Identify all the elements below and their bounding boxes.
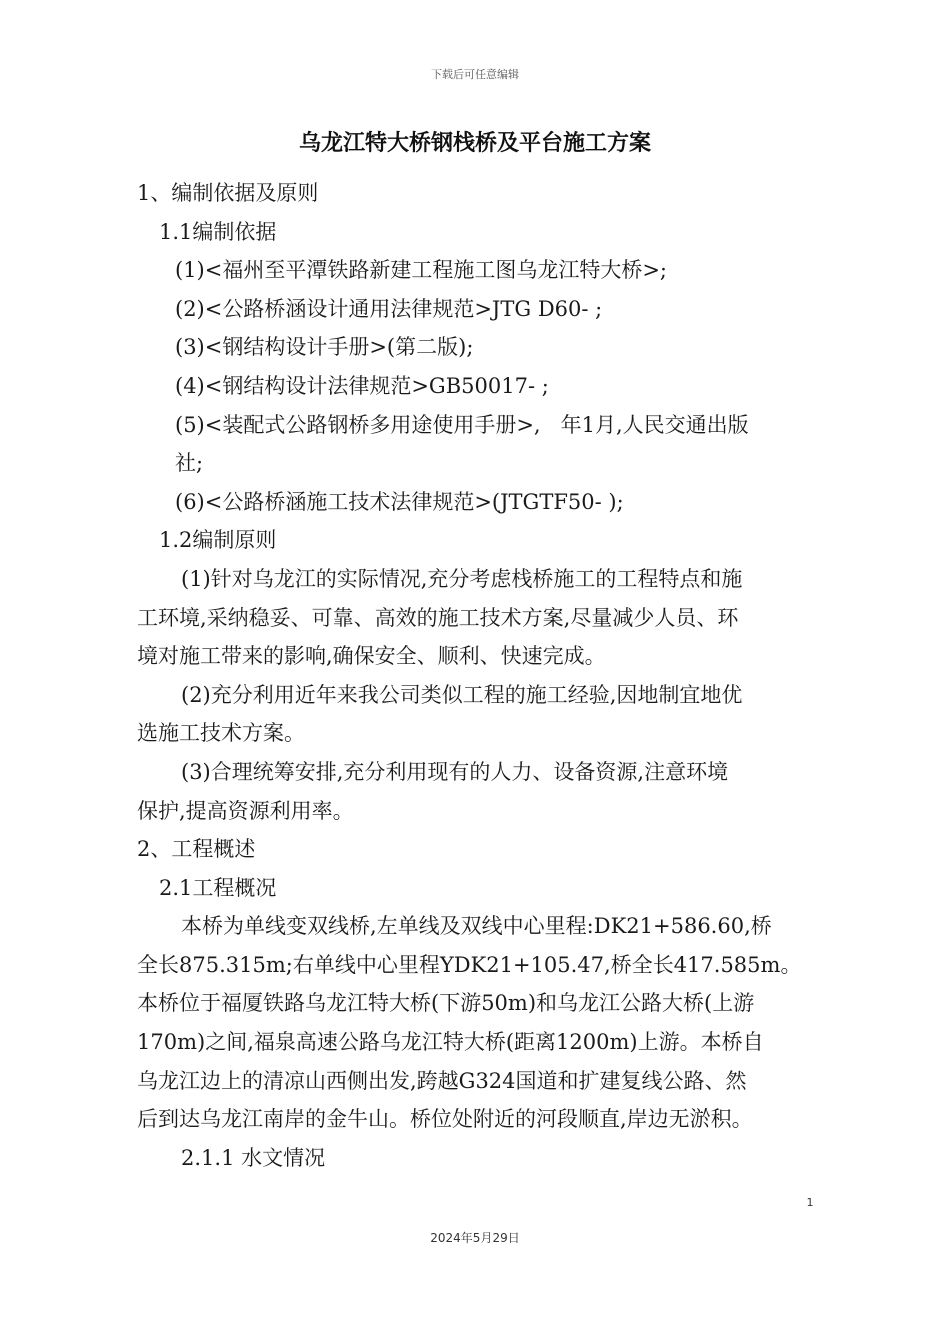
document-title: 乌龙江特大桥钢栈桥及平台施工方案 bbox=[298, 131, 651, 156]
list-item: (3)<钢结构设计手册>(第二版); bbox=[175, 335, 474, 360]
header-note: 下载后可任意编辑 bbox=[431, 68, 519, 81]
paragraph-line: 全长875.315m;右单线中心里程YDK21+105.47,桥全长417.585m。 bbox=[137, 952, 802, 977]
subsection-heading: 2.1工程概况 bbox=[159, 875, 277, 900]
section-heading: 2、工程概述 bbox=[137, 837, 256, 862]
paragraph-line: 本桥为单线变双线桥,左单线及双线中心里程:DK21+586.60,桥 bbox=[181, 914, 772, 939]
paragraph-line: 境对施工带来的影响,确保安全、顺利、快速完成。 bbox=[137, 644, 606, 669]
list-item: (6)<公路桥涵施工技术法律规范>(JTGTF50- ); bbox=[175, 489, 624, 514]
paragraph-line: (1)针对乌龙江的实际情况,充分考虑栈桥施工的工程特点和施 bbox=[181, 566, 743, 591]
list-item: (5)<装配式公路钢桥多用途使用手册>, 年1月,人民交通出版 bbox=[175, 412, 749, 437]
list-item: (4)<钢结构设计法律规范>GB50017- ; bbox=[175, 373, 549, 398]
list-item: (1)<福州至平潭铁路新建工程施工图乌龙江特大桥>; bbox=[175, 258, 668, 283]
document-body bbox=[137, 174, 817, 1177]
subsection-heading: 1.1编制依据 bbox=[159, 219, 277, 244]
footer-date: 2024年5月29日 bbox=[430, 1231, 520, 1245]
section-heading: 1、编制依据及原则 bbox=[137, 181, 319, 205]
paragraph-line: 后到达乌龙江南岸的金牛山。桥位处附近的河段顺直,岸边无淤积。 bbox=[137, 1107, 753, 1132]
subsection-heading: 1.2编制原则 bbox=[159, 528, 277, 553]
list-item-continuation: 社; bbox=[175, 451, 204, 476]
list-item: (2)<公路桥涵设计通用法律规范>JTG D60- ; bbox=[175, 296, 603, 321]
paragraph-line: 170m)之间,福泉高速公路乌龙江特大桥(距离1200m)上游。本桥自 bbox=[137, 1030, 764, 1055]
paragraph-line: (2)充分利用近年来我公司类似工程的施工经验,因地制宜地优 bbox=[181, 682, 743, 707]
paragraph-line: 工环境,采纳稳妥、可靠、高效的施工技术方案,尽量减少人员、环 bbox=[137, 605, 739, 630]
paragraph-line: 本桥位于福厦铁路乌龙江特大桥(下游50m)和乌龙江公路大桥(上游 bbox=[137, 991, 755, 1016]
paragraph-line: (3)合理统筹安排,充分利用现有的人力、设备资源,注意环境 bbox=[181, 759, 729, 784]
paragraph-line: 保护,提高资源利用率。 bbox=[137, 798, 354, 823]
page-number: 1 bbox=[806, 1196, 814, 1209]
paragraph-line: 乌龙江边上的清凉山西侧出发,跨越G324国道和扩建复线公路、然 bbox=[137, 1068, 747, 1093]
paragraph-line: 选施工技术方案。 bbox=[137, 721, 305, 746]
subsubsection-heading: 2.1.1 水文情况 bbox=[181, 1145, 326, 1170]
